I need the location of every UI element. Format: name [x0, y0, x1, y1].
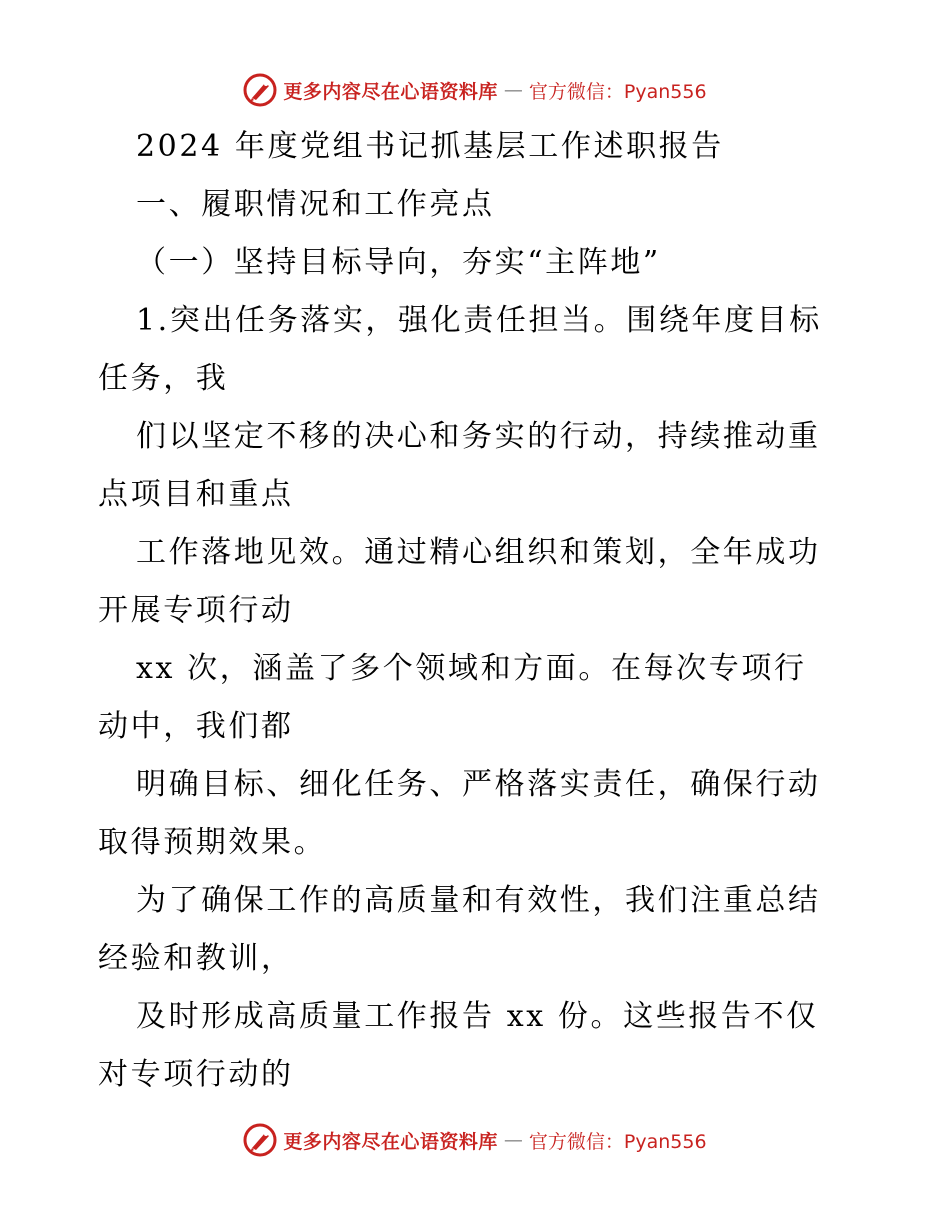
banner-main-text: 更多内容尽在心语资料库	[283, 80, 498, 103]
section-heading: 一、履职情况和工作亮点	[136, 187, 495, 222]
banner-separator: —	[503, 1129, 523, 1151]
footer-watermark-banner	[0, 1120, 950, 1160]
banner-separator: —	[503, 79, 523, 101]
paragraph-line: 动中，我们都	[98, 709, 294, 744]
paragraph-line: 对专项行动的	[98, 1057, 294, 1092]
pen-circle-logo-icon	[243, 1123, 277, 1157]
paragraph-line: 1.突出任务落实，强化责任担当。围绕年度目标	[136, 303, 822, 338]
paragraph-line: 点项目和重点	[98, 477, 294, 512]
paragraph-line: 工作落地见效。通过精心组织和策划，全年成功	[136, 535, 821, 570]
paragraph-line: 及时形成高质量工作报告 xx 份。这些报告不仅	[136, 999, 819, 1034]
paragraph-line: 经验和教训，	[98, 941, 294, 976]
paragraph-line: 任务，我	[98, 361, 229, 396]
subsection-heading: （一）坚持目标导向，夯实“主阵地”	[136, 245, 661, 280]
paragraph-line: 为了确保工作的高质量和有效性，我们注重总结	[136, 883, 821, 918]
document-body	[98, 118, 858, 1104]
paragraph-line: xx 次，涵盖了多个领域和方面。在每次专项行	[136, 651, 807, 686]
banner-wechat-text: 官方微信：Pyan556	[528, 1130, 707, 1153]
banner-main-text: 更多内容尽在心语资料库	[283, 1130, 498, 1153]
header-watermark-banner	[0, 70, 950, 110]
banner-wechat-text: 官方微信：Pyan556	[528, 80, 707, 103]
document-title: 2024 年度党组书记抓基层工作述职报告	[136, 129, 724, 164]
paragraph-line: 取得预期效果。	[98, 825, 327, 860]
paragraph-line: 开展专项行动	[98, 593, 294, 628]
pen-circle-logo-icon	[243, 73, 277, 107]
paragraph-line: 们以坚定不移的决心和务实的行动，持续推动重	[136, 419, 821, 454]
paragraph-line: 明确目标、细化任务、严格落实责任，确保行动	[136, 767, 821, 802]
